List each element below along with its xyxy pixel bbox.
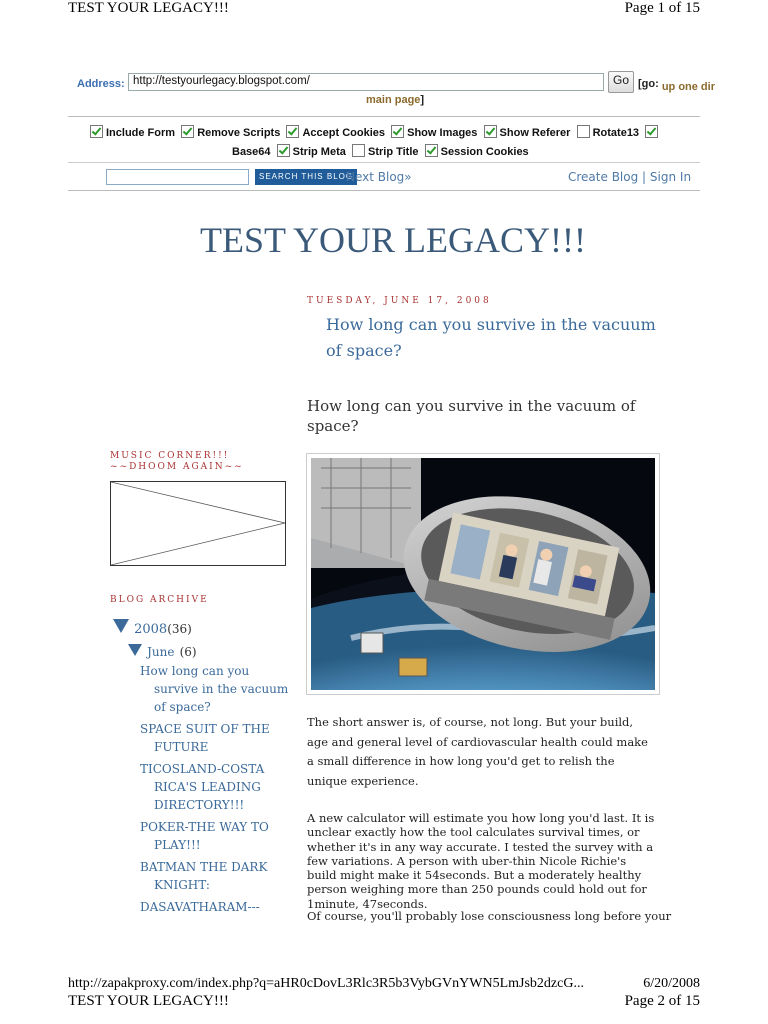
option-accept-cookies[interactable]: Accept Cookies	[286, 127, 385, 139]
option-show-referer[interactable]: Show Referer	[484, 127, 571, 139]
checkbox-icon[interactable]	[645, 125, 658, 138]
option-session-cookies[interactable]: Session Cookies	[425, 146, 529, 158]
post-paragraph-3: Of course, you'll probably lose consciousness long before your	[307, 909, 672, 923]
post-heading: How long can you survive in the vacuum of space?	[307, 397, 636, 435]
search-blog-button[interactable]: SEARCH THIS BLOG	[255, 169, 357, 185]
post-title-link[interactable]: How long can you survive in the vacuum of space?	[326, 315, 656, 360]
checkbox-icon[interactable]	[484, 125, 497, 138]
music-player-placeholder[interactable]	[110, 481, 286, 566]
option-strip-meta[interactable]: Strip Meta	[277, 146, 346, 158]
archive-post-link[interactable]: TICOSLAND-COSTA RICA'S LEADING DIRECTORY!!!	[140, 762, 265, 812]
options-row-2	[232, 144, 529, 158]
print-footer-date: 6/20/2008	[643, 976, 700, 991]
checkbox-icon[interactable]	[277, 144, 290, 157]
navbar-divider	[68, 190, 700, 191]
print-footer-url: http://zapakproxy.com/index.php?q=aHR0cDovL3Rlc3R5b3VybGVnYWN5LmJsb2dzcG...	[68, 976, 584, 991]
go-prefix: [go:	[638, 78, 659, 90]
blog-title[interactable]: TEST YOUR LEGACY!!!	[200, 220, 586, 260]
space-station-image[interactable]	[311, 458, 655, 690]
blog-archive-header: BLOG ARCHIVE	[110, 595, 209, 605]
main-page-link[interactable]: main page	[366, 94, 421, 106]
archive-month-count: (6)	[179, 645, 197, 659]
checkbox-icon[interactable]	[391, 125, 404, 138]
checkbox-icon[interactable]	[181, 125, 194, 138]
option-show-images[interactable]: Show Images	[391, 127, 477, 139]
archive-post-link[interactable]: How long can you survive in the vacuum of space?	[140, 664, 289, 714]
post-date: TUESDAY, JUNE 17, 2008	[307, 296, 492, 306]
archive-year-link[interactable]: 2008	[134, 622, 168, 637]
archive-year-count: (36)	[167, 622, 192, 636]
checkbox-icon[interactable]	[352, 144, 365, 157]
address-input[interactable]: http://testyourlegacy.blogspot.com/	[128, 73, 604, 91]
sign-in-link[interactable]: Sign In	[649, 170, 692, 184]
navbar-right-links	[568, 170, 691, 184]
print-footer-title: TEST YOUR LEGACY!!!	[68, 993, 229, 1009]
print-header-page: Page 1 of 15	[624, 0, 700, 16]
archive-post-link[interactable]: POKER-THE WAY TO PLAY!!!	[140, 820, 269, 852]
music-corner-header: MUSIC CORNER!!! ~~DHOOM AGAIN~~	[110, 451, 244, 472]
blog-search-input[interactable]	[106, 169, 249, 185]
options-row-1	[90, 125, 661, 139]
archive-post-list	[140, 662, 290, 916]
post-paragraph-1: The short answer is, of course, not long. But your build, age and general level of cardiovascular health could make a small difference in how long you'd get to relish the unique experience.	[307, 715, 648, 788]
archive-post-link[interactable]: SPACE SUIT OF THE FUTURE	[140, 722, 270, 754]
archive-post-link[interactable]: BATMAN THE DARK KNIGHT:	[140, 860, 268, 892]
archive-month-link[interactable]: June	[147, 645, 175, 659]
checkbox-icon[interactable]	[577, 125, 590, 138]
archive-post-link[interactable]: DASAVATHARAM---	[140, 900, 260, 914]
checkbox-icon[interactable]	[286, 125, 299, 138]
go-button[interactable]: Go	[608, 71, 634, 93]
option-base64[interactable]: Base64	[232, 146, 271, 158]
go-links-line2	[366, 94, 424, 106]
up-one-dir-link[interactable]: up one dir	[661, 81, 715, 93]
expand-triangle-icon[interactable]	[128, 644, 142, 656]
option-rotate13[interactable]: Rotate13	[577, 127, 639, 139]
post-paragraph-2: A new calculator will estimate you how long you'd last. It is unclear exactly how the tool calculates survival times, or whether it's in any way accurate. I tested the survey with a few variations. A person with uber-thin Nicole Richie's build might make it 54seconds. But a moderately healthy person weighing more than 250 pounds could hold out for 1minute, 47seconds.	[307, 811, 655, 911]
archive-month	[128, 641, 197, 661]
divider	[68, 116, 700, 117]
post-image-frame[interactable]	[306, 453, 660, 695]
checkbox-icon[interactable]	[425, 144, 438, 157]
nav-separator: |	[642, 170, 647, 184]
print-footer-page: Page 2 of 15	[624, 993, 700, 1009]
option-remove-scripts[interactable]: Remove Scripts	[181, 127, 280, 139]
option-include-form[interactable]: Include Form	[90, 127, 175, 139]
expand-triangle-icon[interactable]	[113, 619, 129, 633]
option-strip-title[interactable]: Strip Title	[352, 146, 419, 158]
go-suffix: ]	[420, 94, 425, 106]
next-blog-link[interactable]: Next Blog»	[346, 170, 412, 184]
archive-year	[113, 618, 192, 639]
print-header-title: TEST YOUR LEGACY!!!	[68, 0, 229, 16]
create-blog-link[interactable]: Create Blog	[568, 170, 639, 184]
checkbox-icon[interactable]	[90, 125, 103, 138]
address-label: Address:	[77, 78, 125, 90]
go-links-line1	[638, 78, 724, 96]
